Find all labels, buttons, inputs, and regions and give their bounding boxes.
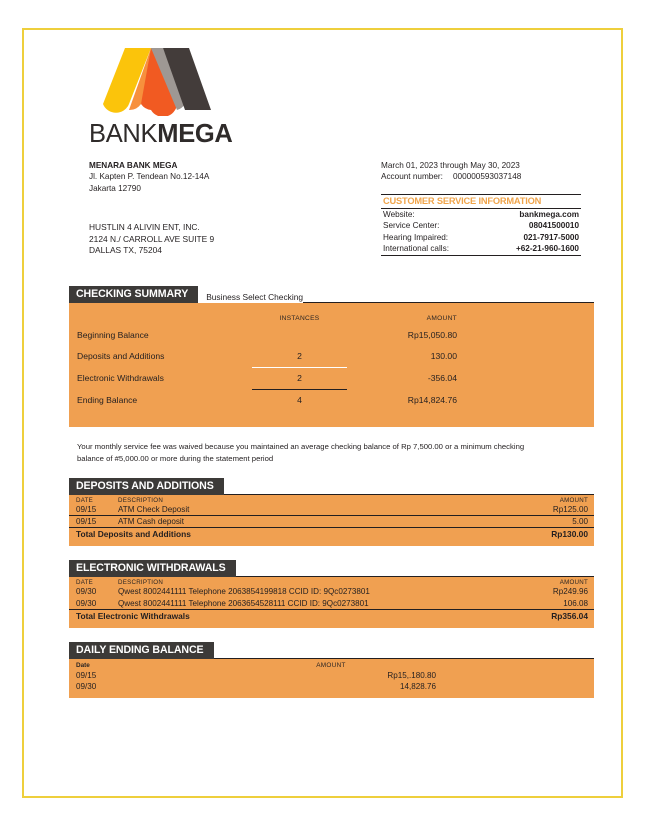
summary-column-headers [69, 312, 594, 325]
deposits-col-amount: AMOUNT [559, 497, 588, 504]
deposits-heading: DEPOSITS AND ADDITIONS [69, 478, 224, 495]
statement-page [22, 28, 623, 798]
header-rule [303, 302, 594, 303]
daily-balance-table [69, 659, 594, 698]
daily-amount: 14,828.76 [399, 682, 436, 692]
branch-address-line-2: Jakarta 12790 [89, 183, 141, 193]
account-info-block [381, 160, 581, 256]
withdrawals-col-amount: AMOUNT [559, 579, 588, 587]
summary-row-deposits [69, 346, 594, 368]
summary-label: Electronic Withdrawals [77, 373, 164, 383]
deposit-date: 09/15 [76, 517, 97, 527]
deposits-total-label: Total Deposits and Additions [76, 529, 191, 540]
daily-balance-column-headers [69, 659, 594, 670]
branch-address-line-1: Jl. Kapten P. Tendean No.12-14A [89, 172, 210, 182]
withdrawals-total-amount: Rp356.04 [551, 610, 588, 621]
cs-label-website: Website: [383, 210, 415, 220]
table-row [69, 681, 594, 692]
cs-value-website: bankmega.com [519, 210, 579, 220]
daily-balance-header [69, 642, 594, 659]
account-number-line [381, 171, 581, 182]
logo-word-mega: MEGA [157, 120, 233, 148]
account-type-label: Business Select Checking [206, 292, 304, 302]
account-number-label: Account number: [381, 172, 443, 182]
bank-branch-address [89, 160, 209, 194]
deposits-header [69, 478, 594, 495]
summary-amount: -356.04 [427, 373, 457, 383]
summary-col-amount: AMOUNT [426, 315, 457, 322]
cs-label-international-calls: International calls: [383, 243, 449, 253]
deposit-amount: 5.00 [572, 517, 588, 527]
withdrawal-date: 09/30 [76, 598, 97, 608]
summary-amount: Rp15,050.80 [407, 330, 457, 340]
statement-period: March 01, 2023 through May 30, 2023 [381, 161, 520, 170]
customer-service-information [381, 194, 581, 256]
deposit-description: ATM Check Deposit [118, 505, 190, 514]
deposits-col-description: DESCRIPTION [118, 497, 164, 504]
recipient-address [89, 222, 214, 257]
deposits-table [69, 495, 594, 546]
withdrawals-total-row [69, 609, 594, 623]
summary-amount: 130.00 [430, 351, 457, 361]
table-row [69, 598, 594, 609]
withdrawal-amount: 106.08 [563, 598, 588, 608]
cs-value-service-center: 08041500010 [528, 221, 579, 231]
customer-service-row [381, 243, 581, 254]
service-fee-note: Your monthly service fee was waived because you maintained an average checking balance of Rp 7,500.00 or a minimum checking balance of #5,000.00 or more during the statement period [77, 442, 525, 463]
header-rule [224, 494, 594, 495]
branch-name: MENARA BANK MEGA [89, 161, 178, 170]
summary-instances: 4 [297, 395, 302, 405]
summary-label: Deposits and Additions [77, 351, 165, 361]
summary-instances: 2 [252, 368, 347, 390]
deposits-total-amount: Rp130.00 [551, 529, 588, 540]
daily-amount: Rp15,.180.80 [387, 670, 436, 680]
summary-row-ending-balance [69, 390, 594, 411]
logo-word-bank: BANK [89, 120, 158, 148]
summary-row-withdrawals [69, 368, 594, 390]
summary-col-instances: INSTANCES [279, 315, 320, 322]
cs-label-hearing-impaired: Hearing Impaired: [383, 232, 449, 242]
deposit-date: 09/15 [76, 505, 97, 514]
table-row [69, 670, 594, 681]
daily-date: 09/15 [76, 670, 97, 680]
summary-label: Beginning Balance [77, 330, 149, 340]
customer-service-title: CUSTOMER SERVICE INFORMATION [381, 194, 581, 209]
cs-label-service-center: Service Center: [383, 221, 440, 231]
header-rule [214, 658, 595, 659]
summary-amount: Rp14,824.76 [407, 395, 457, 405]
summary-row-beginning-balance [69, 325, 594, 346]
deposit-description: ATM Cash deposit [118, 517, 184, 527]
bank-logo [89, 48, 594, 160]
summary-instances: 2 [252, 346, 347, 368]
checking-summary-table [69, 303, 594, 427]
deposits-col-date: DATE [76, 497, 94, 504]
withdrawals-col-date: DATE [76, 579, 94, 587]
withdrawals-heading: ELECTRONIC WITHDRAWALS [69, 560, 236, 577]
deposits-column-headers [69, 495, 594, 504]
header-rule [236, 576, 594, 577]
recipient-city-state-zip: DALLAS TX, 75204 [89, 245, 162, 256]
bank-mega-logo-icon [89, 48, 214, 116]
cs-value-international-calls: +62-21-960-1600 [515, 243, 579, 253]
withdrawals-col-description: DESCRIPTION [118, 579, 164, 587]
checking-summary-heading: CHECKING SUMMARY [69, 286, 198, 303]
table-row [69, 504, 594, 516]
withdrawals-header [69, 560, 594, 577]
withdrawal-description: Qwest 8002441111 Telephone 2063854199818 CCID ID: 9Qc0273801 [118, 587, 370, 597]
withdrawal-amount: Rp249.96 [552, 587, 588, 597]
account-number-value: 000000593037148 [453, 172, 522, 182]
withdrawal-date: 09/30 [76, 587, 97, 597]
deposit-amount: Rp125.00 [552, 505, 588, 514]
daily-date: 09/30 [76, 682, 97, 692]
daily-balance-heading: DAILY ENDING BALANCE [69, 642, 214, 659]
withdrawals-column-headers [69, 577, 594, 586]
address-and-account-section [69, 160, 594, 272]
logo-wordmark [89, 120, 594, 149]
deposits-total-row [69, 527, 594, 541]
cs-value-hearing-impaired: 021-7917-5000 [523, 232, 579, 242]
withdrawal-description: Qwest 8002441111 Telephone 2063654528111 CCID ID: 9Qc0273801 [118, 598, 369, 608]
withdrawals-table [69, 577, 594, 627]
table-row [69, 586, 594, 597]
table-row [69, 516, 594, 527]
daily-col-amount: AMOUNT [316, 661, 346, 669]
checking-summary-header [69, 286, 594, 303]
customer-service-row [381, 220, 581, 231]
summary-label: Ending Balance [77, 395, 138, 405]
recipient-name: HUSTLIN 4 ALIVIN ENT, INC. [89, 222, 200, 232]
customer-service-row [381, 209, 581, 220]
recipient-street: 2124 N./ CARROLL AVE SUITE 9 [89, 233, 215, 244]
daily-col-date: Date [76, 661, 90, 669]
withdrawals-total-label: Total Electronic Withdrawals [76, 610, 190, 621]
customer-service-row [381, 232, 581, 243]
